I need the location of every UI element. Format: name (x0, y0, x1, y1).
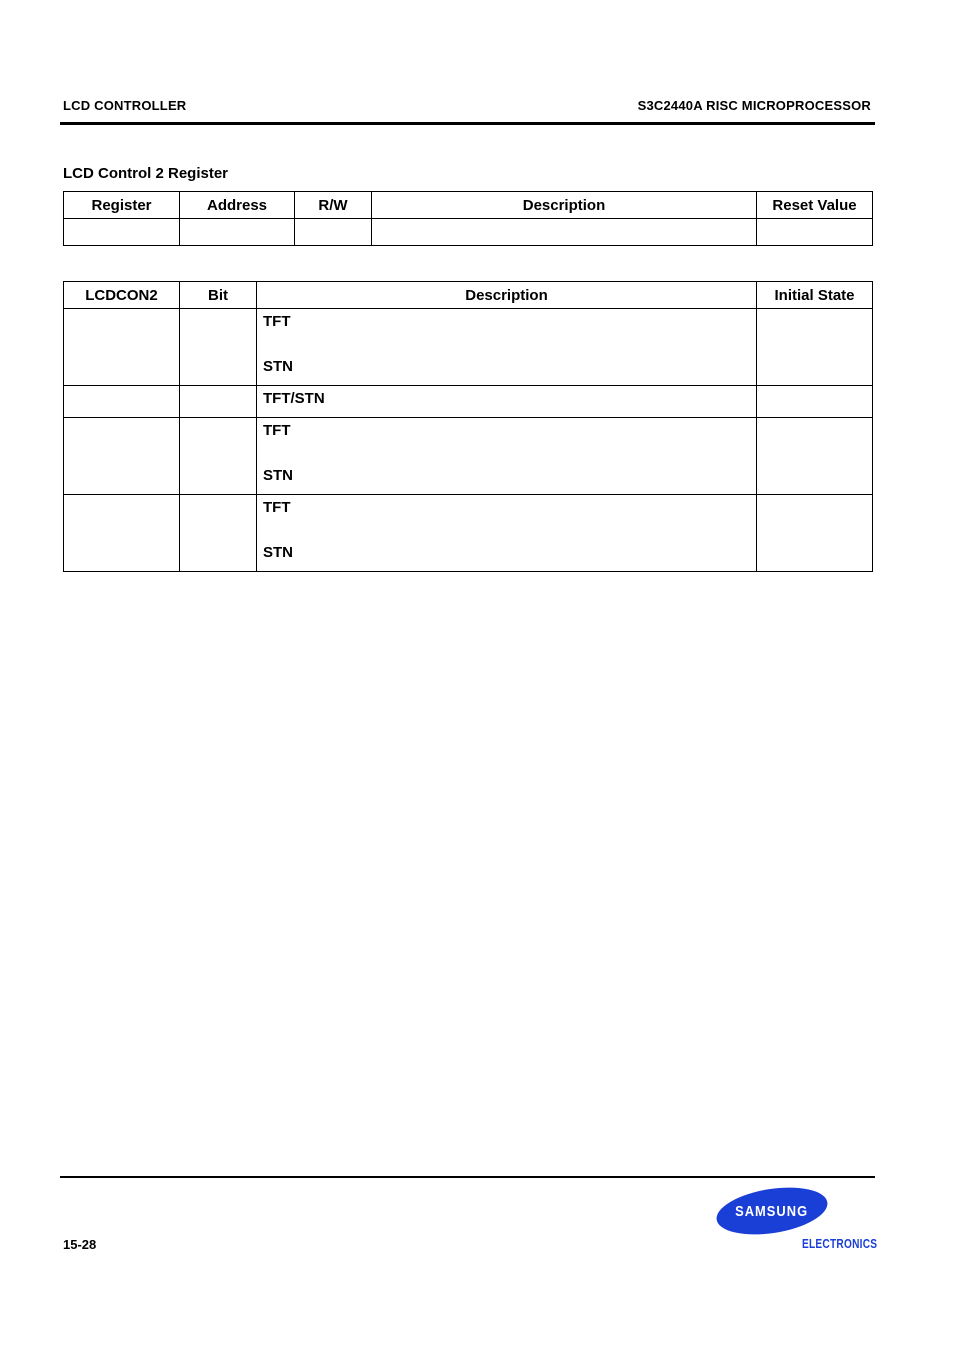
col-initial-state: Initial State (757, 282, 873, 309)
table-row (64, 219, 873, 246)
cell-initial-state (757, 309, 873, 386)
col-description: Description (372, 192, 757, 219)
cell-field-name (64, 386, 180, 418)
footer-rule (60, 1176, 875, 1178)
desc-mode-label: TFT (263, 422, 291, 439)
cell-reset-value (757, 219, 873, 246)
cell-address (180, 219, 295, 246)
table-row (64, 386, 873, 418)
col-lcdcon2: LCDCON2 (64, 282, 180, 309)
col-register: Register (64, 192, 180, 219)
logo-subtext: ELECTRONICS (802, 1236, 878, 1251)
cell-description (257, 418, 757, 495)
bit-field-table (63, 281, 873, 572)
register-summary-table (63, 191, 873, 246)
cell-field-name (64, 309, 180, 386)
col-reset-value: Reset Value (757, 192, 873, 219)
cell-register (64, 219, 180, 246)
col-address: Address (180, 192, 295, 219)
section-title: LCD Control 2 Register (63, 165, 229, 182)
desc-mode-label: STN (263, 358, 293, 375)
cell-bit (180, 386, 257, 418)
table-header-row (64, 192, 873, 219)
cell-field-name (64, 495, 180, 572)
col-bit: Bit (180, 282, 257, 309)
col-description: Description (257, 282, 757, 309)
cell-description (257, 386, 757, 418)
cell-description (257, 309, 757, 386)
table-header-row (64, 282, 873, 309)
cell-rw (295, 219, 372, 246)
cell-initial-state (757, 495, 873, 572)
cell-field-name (64, 418, 180, 495)
desc-mode-label: TFT (263, 499, 291, 516)
desc-mode-label: TFT (263, 313, 291, 330)
header-section-title: LCD CONTROLLER (63, 98, 187, 113)
cell-description (257, 495, 757, 572)
col-rw: R/W (295, 192, 372, 219)
cell-bit (180, 418, 257, 495)
cell-description (372, 219, 757, 246)
header-document-title: S3C2440A RISC MICROPROCESSOR (637, 98, 871, 113)
header-rule (60, 122, 875, 125)
table-row (64, 495, 873, 572)
cell-initial-state (757, 386, 873, 418)
desc-mode-label: TFT/STN (263, 390, 325, 407)
cell-initial-state (757, 418, 873, 495)
cell-bit (180, 495, 257, 572)
cell-bit (180, 309, 257, 386)
logo-wordmark: SAMSUNG (735, 1202, 809, 1220)
table-row (64, 309, 873, 386)
desc-mode-label: STN (263, 544, 293, 561)
samsung-logo (714, 1184, 830, 1238)
page-number: 15-28 (63, 1237, 97, 1252)
table-row (64, 418, 873, 495)
desc-mode-label: STN (263, 467, 293, 484)
